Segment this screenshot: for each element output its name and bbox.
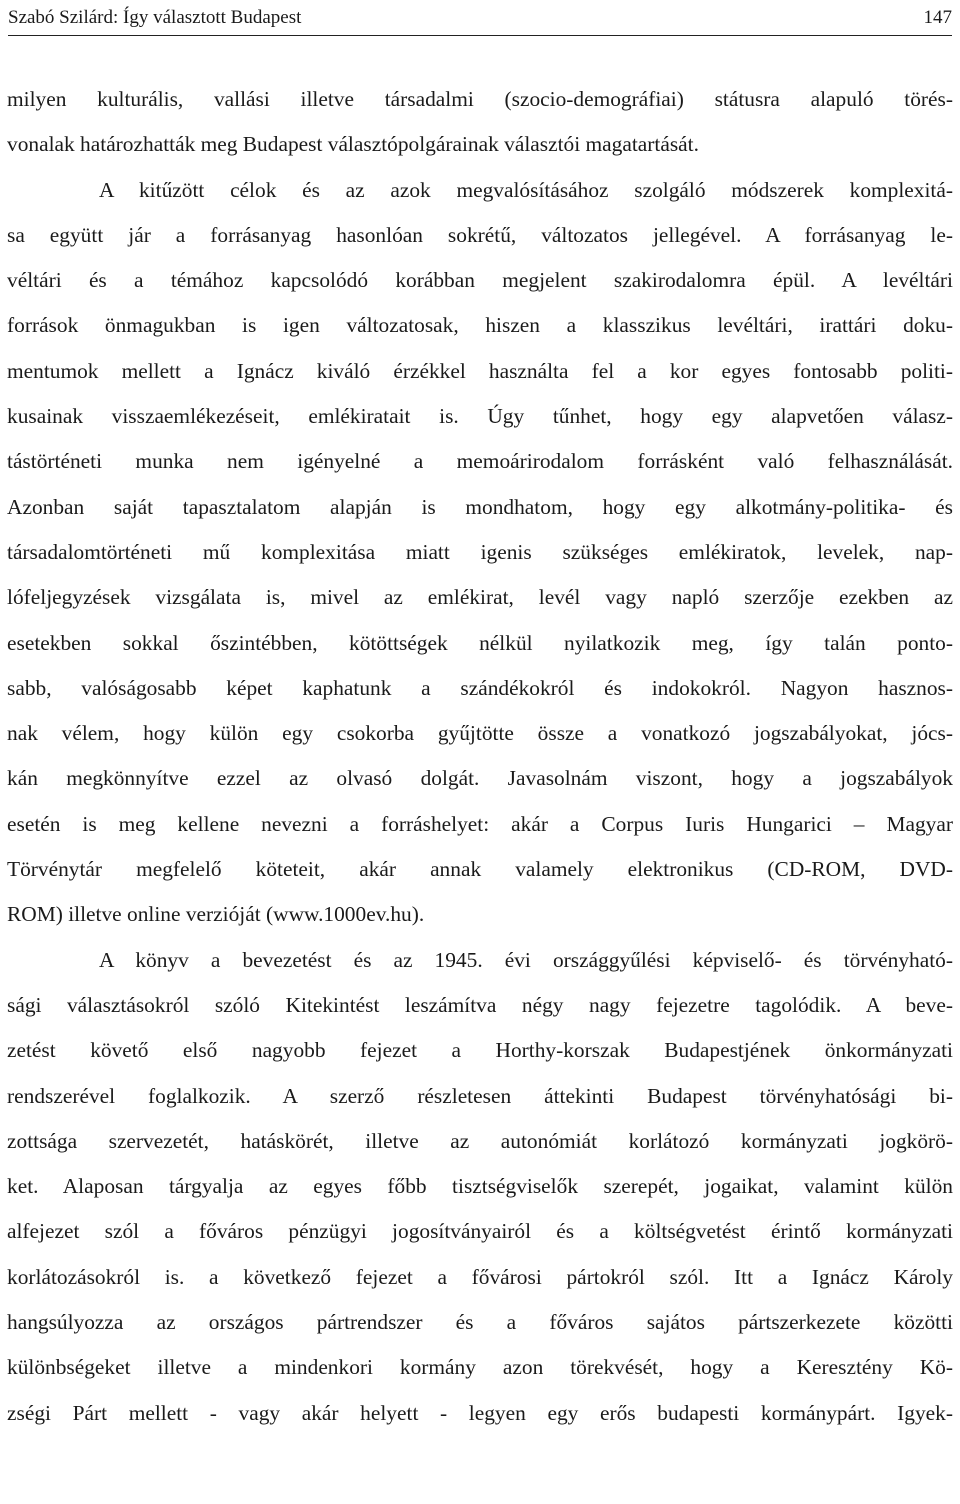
- text-line: A kitűzött célok és az azok megvalósításához szolgáló módszerek komplexitá-: [99, 177, 953, 202]
- text-line: lófeljegyzések vizsgálata is, mivel az emlékirat, levél vagy napló szerzője ezekben az: [7, 585, 953, 610]
- text-line: esetekben sokkal őszintébben, kötöttségek nélkül nyilatkozik meg, így talán ponto-: [7, 630, 953, 655]
- text-line: sabb, valóságosabb képet kaphatunk a szándékokról és indokokról. Nagyon hasznos-: [7, 675, 953, 700]
- text-line: társadalomtörténeti mű komplexitása miatt igenis szükséges emlékiratok, levelek, nap-: [7, 539, 953, 564]
- text-line: hangsúlyozza az országos pártrendszer és a főváros sajátos pártszerkezete közötti: [7, 1310, 953, 1335]
- text-line: milyen kulturális, vallási illetve társadalmi (szocio-demográfiai) státusra alapuló törés-: [7, 87, 953, 111]
- text-line: sági választásokról szóló Kitekintést leszámítva négy nagy fejezetre tagolódik. A beve-: [7, 992, 953, 1017]
- text-line: esetén is meg kellene nevezni a forráshelyet: akár a Corpus Iuris Hungarici – Magyar: [7, 811, 953, 836]
- text-line: rendszerével foglalkozik. A szerző részletesen áttekinti Budapest törvényhatósági bi-: [7, 1083, 953, 1108]
- text-line: véltári és a témához kapcsolódó korábban megjelent szakirodalomra épül. A levéltári: [7, 268, 953, 293]
- text-line: zségi Párt mellett - vagy akár helyett - legyen egy erős budapesti kormánypárt. Igyek-: [7, 1400, 953, 1425]
- text-line: nak vélem, hogy külön egy csokorba gyűjtötte össze a vonatkozó jogszabályokat, jócs-: [7, 721, 953, 746]
- text-line: zottsága szervezetét, hatáskörét, illetve az autonómiát korlátozó kormányzati jogkörö-: [7, 1128, 953, 1153]
- text-line: kán megkönnyítve ezzel az olvasó dolgát. Javasolnám viszont, hogy a jogszabályok: [7, 766, 953, 791]
- text-line: ket. Alaposan tárgyalja az egyes főbb tisztségviselők szerepét, jogaikat, valamint külön: [7, 1174, 953, 1199]
- text-line: korlátozásokról is. a következő fejezet a fővárosi pártokról szól. Itt a Ignácz Károly: [7, 1264, 953, 1289]
- running-header: [8, 4, 952, 32]
- text-line: zetést követő első nagyobb fejezet a Horthy-korszak Budapestjének önkormányzati: [7, 1038, 953, 1063]
- text-line: A könyv a bevezetést és az 1945. évi országgyűlési képviselő- és törvényható-: [99, 947, 953, 972]
- text-line: sa együtt jár a forrásanyag hasonlóan sokrétű, változatos jellegével. A forrásanyag le-: [7, 222, 953, 247]
- text-line: különbségeket illetve a mindenkori kormány azon törekvését, hogy a Keresztény Kö-: [7, 1355, 953, 1380]
- text-line: források önmagukban is igen változatosak, hiszen a klasszikus levéltári, irattári doku-: [7, 313, 953, 338]
- running-title: Szabó Szilárd: Így választott Budapest: [8, 7, 302, 28]
- page-number: 147: [923, 7, 952, 28]
- text-line: vonalak határozhatták meg Budapest választópolgárainak választói magatartását.: [7, 132, 699, 157]
- text-line: alfejezet szól a főváros pénzügyi jogosítványairól és a költségvetést érintő kormányzati: [7, 1219, 953, 1244]
- text-line: Azonban saját tapasztalatom alapján is mondhatom, hogy egy alkotmány-politika- és: [7, 494, 953, 519]
- text-line: tástörténeti munka nem igényelné a memoárirodalom forrásként való felhasználását.: [7, 449, 953, 474]
- text-line: mentumok mellett a Ignácz kiváló érzékkel használta fel a kor egyes fontosabb politi-: [7, 358, 953, 383]
- text-line: Törvénytár megfelelő köteteit, akár annak valamely elektronikus (CD-ROM, DVD-: [7, 857, 953, 882]
- text-line: ROM) illetve online verzióját (www.1000ev.hu).: [7, 902, 425, 927]
- body-text: [7, 77, 953, 1436]
- text-line: kusainak visszaemlékezéseit, emlékiratait is. Úgy tűnhet, hogy egy alapvetően válasz-: [7, 404, 953, 429]
- header-rule: [8, 35, 952, 36]
